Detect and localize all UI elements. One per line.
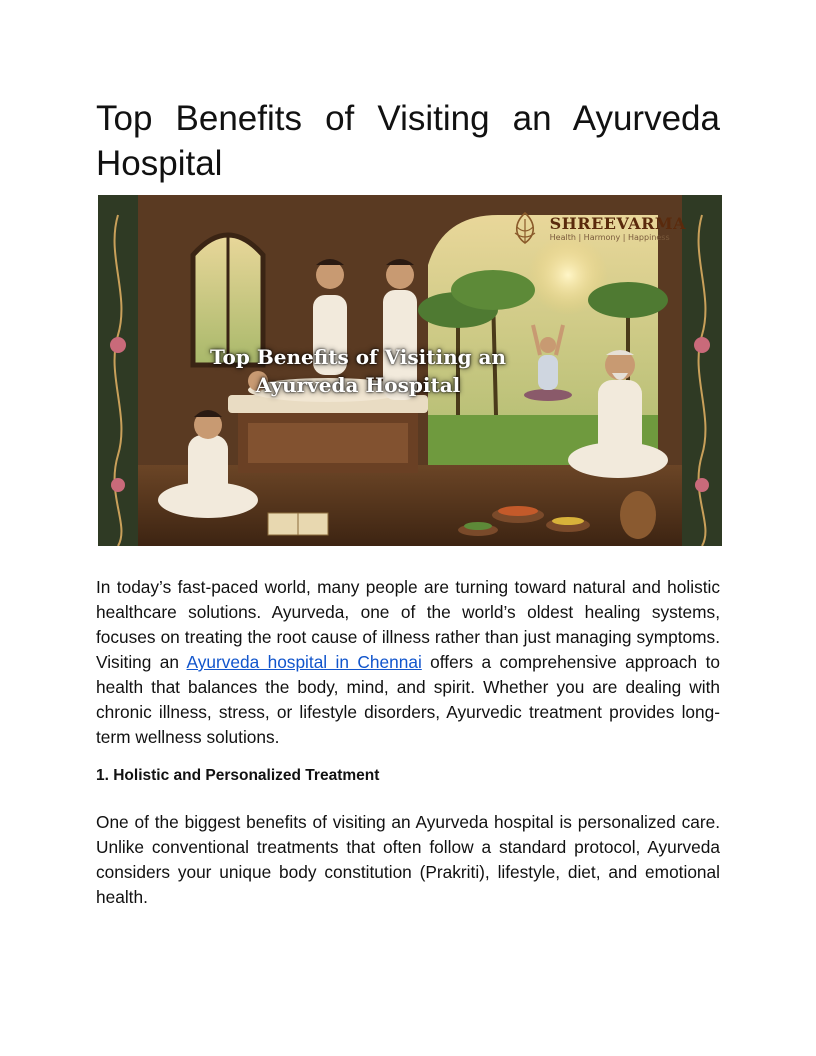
hero-overlay-title: Top Benefits of Visiting an Ayurveda Hospital [209,345,507,397]
intro-text-before-link: In today’s fast-paced world, many people are turning toward natural and holistic healthcare solutions. Ayurveda, one of the world’s oldest healing systems, focuses on treating the root cause of illness rather than just managing symptoms. Visiting an [96,577,720,672]
intro-paragraph [96,575,720,750]
brand-name: SHREEVARMA [549,214,686,233]
hero-image [98,195,722,546]
intro-text-after-link: offers a comprehensive approach to health that balances the body, mind, and spirit. Whether you are dealing with chronic illness, stress, or lifestyle disorders, Ayurvedic treatment provides long-term wellness solutions. [96,652,720,747]
brand-tagline: Health | Harmony | Happiness [549,233,670,242]
lotus-logo-icon [506,209,544,247]
brand-logo [506,209,686,247]
page-title: Top Benefits of Visiting an Ayurveda Hospital [96,99,720,183]
section-body-paragraph: One of the biggest benefits of visiting an Ayurveda hospital is personalized care. Unlike conventional treatments that often follow a standard protocol, Ayurveda considers your unique body constitution (Prakriti), lifestyle, diet, and emotional health. [96,812,720,907]
ayurveda-hospital-chennai-link[interactable]: Ayurveda hospital in Chennai [186,652,422,672]
section-heading: 1. Holistic and Personalized Treatment [96,767,380,784]
